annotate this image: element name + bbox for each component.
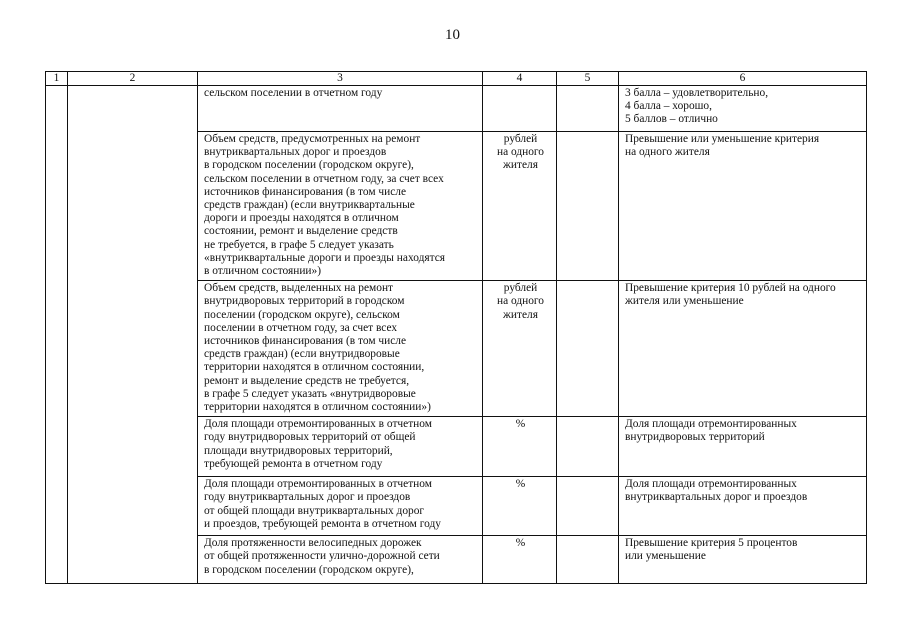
criteria-table	[45, 71, 867, 584]
text-line: жителя или уменьшение	[625, 295, 744, 308]
text-line: «внутриквартальные дороги и проезды находятся	[204, 251, 446, 264]
text-line: 5 баллов – отлично	[625, 113, 718, 126]
assessment-cell	[619, 417, 867, 477]
text-line: и проездов, требующей ремонта в отчетном году	[204, 517, 441, 530]
text-line: Превышение или уменьшение критерия	[625, 133, 820, 145]
column-header-2: 2	[68, 72, 198, 86]
value-cell	[557, 132, 619, 281]
text-line: средств граждан) (если внутриквартальные	[204, 199, 415, 212]
value-cell	[557, 417, 619, 477]
text-line: Превышение критерия 5 процентов	[625, 537, 798, 550]
text-line: территории находятся в отличном состоянии,	[204, 361, 425, 374]
column-header-6: 6	[619, 72, 867, 86]
text-line: году внутриквартальных дорог и проездов	[204, 491, 411, 504]
cell-col2	[68, 86, 198, 584]
text-line: жителя	[503, 308, 538, 321]
text-line: %	[515, 478, 526, 491]
text-line: Превышение критерия 10 рублей на одного	[625, 282, 836, 295]
unit-cell	[483, 132, 557, 281]
text-line: Доля площади отремонтированных	[625, 418, 797, 431]
text-line: %	[515, 537, 526, 550]
text-line: на одного	[496, 295, 545, 308]
text-line: рублей	[503, 133, 538, 145]
column-header-1: 1	[46, 72, 68, 86]
text-line: поселении в отчетном году, за счет всех	[204, 321, 398, 334]
text-line: внутридворовых территорий	[625, 431, 765, 444]
unit-cell	[483, 417, 557, 477]
text-line: состоянии, ремонт и выделение средств	[204, 225, 398, 238]
text-line: поселении (городском округе), сельском	[204, 308, 400, 321]
page-number: 10	[445, 27, 460, 43]
value-cell	[557, 536, 619, 584]
criterion-text-cell	[198, 132, 483, 281]
unit-cell	[483, 536, 557, 584]
text-line: ремонт и выделение средств не требуется,	[204, 374, 410, 387]
text-line: на одного	[496, 146, 545, 159]
text-line: источников финансирования (в том числе	[204, 335, 407, 348]
value-cell	[557, 281, 619, 417]
text-line: сельском поселении в отчетном году	[204, 87, 383, 99]
text-line: территории находятся в отличном состоянии»)	[204, 401, 431, 414]
text-line: сельском поселении в отчетном году, за счет всех	[204, 172, 444, 185]
text-line: или уменьшение	[625, 550, 706, 563]
text-line: внутриквартальных дорог и проездов	[204, 146, 387, 159]
text-line: внутридворовых территорий в городском	[204, 295, 405, 308]
text-line: в графе 5 следует указать «внутридворовые	[204, 387, 416, 400]
text-line: в городском поселении (городском округе),	[204, 159, 414, 172]
table-header-row	[46, 72, 867, 86]
text-line: на одного жителя	[625, 146, 710, 159]
unit-cell	[483, 86, 557, 132]
text-line: от общей протяженности улично-дорожной сети	[204, 550, 440, 563]
text-line: в городском поселении (городском округе),	[204, 563, 414, 576]
text-line: 4 балла – хорошо,	[625, 100, 712, 113]
text-line: Доля площади отремонтированных в отчетном	[204, 478, 432, 491]
assessment-cell	[619, 536, 867, 584]
text-line: Доля площади отремонтированных в отчетном	[204, 418, 432, 431]
assessment-cell	[619, 477, 867, 536]
text-line: Доля площади отремонтированных	[625, 478, 797, 491]
text-line: источников финансирования (в том числе	[204, 185, 407, 198]
cell-col1	[46, 86, 68, 584]
text-line: площади внутридворовых территорий,	[204, 444, 393, 457]
text-line: требующей ремонта в отчетном году	[204, 457, 383, 470]
criterion-text-cell	[198, 536, 483, 584]
text-line: году внутридворовых территорий от общей	[204, 431, 416, 444]
text-line: жителя	[503, 159, 538, 172]
text-line: Объем средств, предусмотренных на ремонт	[204, 133, 421, 145]
table-row	[46, 86, 867, 132]
unit-cell	[483, 281, 557, 417]
text-line: внутриквартальных дорог и проездов	[625, 491, 808, 504]
text-line: 3 балла – удовлетворительно,	[625, 87, 769, 99]
criterion-text-cell	[198, 417, 483, 477]
text-line: средств граждан) (если внутридворовые	[204, 348, 400, 361]
column-header-4: 4	[483, 72, 557, 86]
assessment-cell	[619, 281, 867, 417]
text-line: дороги и проезды находятся в отличном	[204, 212, 399, 225]
assessment-cell	[619, 86, 867, 132]
text-line: от общей площади внутриквартальных дорог	[204, 504, 425, 517]
unit-cell	[483, 477, 557, 536]
text-line: рублей	[503, 282, 538, 295]
assessment-cell	[619, 132, 867, 281]
criterion-text-cell	[198, 477, 483, 536]
value-cell	[557, 477, 619, 536]
text-line: в отличном состоянии»)	[204, 265, 322, 278]
column-header-5: 5	[557, 72, 619, 86]
text-line: %	[515, 418, 526, 431]
criterion-text-cell	[198, 86, 483, 132]
column-header-3: 3	[198, 72, 483, 86]
text-line: не требуется, в графе 5 следует указать	[204, 238, 394, 251]
text-line: Объем средств, выделенных на ремонт	[204, 282, 394, 295]
criterion-text-cell	[198, 281, 483, 417]
value-cell	[557, 86, 619, 132]
text-line: Доля протяженности велосипедных дорожек	[204, 537, 422, 550]
